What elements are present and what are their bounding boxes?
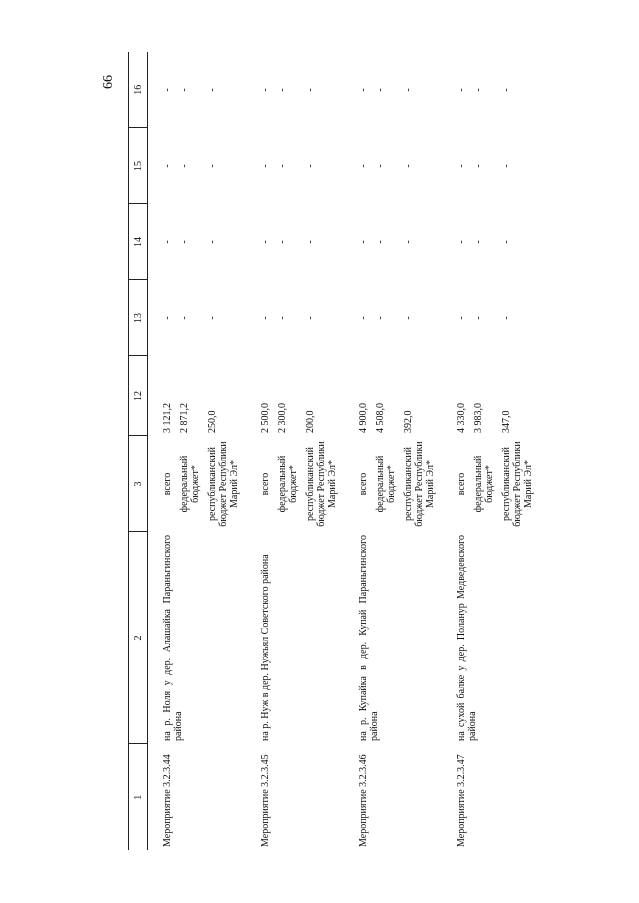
empty-value-col14: - xyxy=(358,240,369,244)
funding-value-col12: 2 500,0 xyxy=(260,403,271,433)
measure-description: на р. Купайка в дер. Купай Параньгинского района xyxy=(358,535,380,741)
funding-source: всего xyxy=(162,472,173,496)
funding-source: республиканский бюджет Республики Марий Эл* xyxy=(305,441,338,527)
col-header-15: 15 xyxy=(129,128,148,204)
funding-source: федеральный бюджет* xyxy=(473,455,495,513)
col-header-16: 16 xyxy=(129,52,148,128)
funding-value-col12: 2 871,2 xyxy=(179,403,190,433)
funding-value-col12: 200,0 xyxy=(305,410,316,433)
table-body xyxy=(148,52,541,850)
empty-value-col16: - xyxy=(277,88,288,92)
funding-source: федеральный бюджет* xyxy=(277,455,299,513)
empty-value-col15: - xyxy=(277,164,288,168)
empty-value-col14: - xyxy=(456,240,467,244)
empty-value-col14: - xyxy=(403,240,414,244)
funding-value-col12: 4 900,0 xyxy=(358,403,369,433)
empty-value-col15: - xyxy=(179,164,190,168)
empty-value-col16: - xyxy=(358,88,369,92)
funding-source: федеральный бюджет* xyxy=(179,455,201,513)
empty-value-col16: - xyxy=(305,88,316,92)
empty-value-col14: - xyxy=(260,240,271,244)
table-row xyxy=(442,52,467,850)
empty-value-col13: - xyxy=(473,316,484,320)
empty-value-col13: - xyxy=(179,316,190,320)
empty-value-col16: - xyxy=(260,88,271,92)
empty-value-col13: - xyxy=(403,316,414,320)
empty-value-col15: - xyxy=(162,164,173,168)
rotated-sheet xyxy=(128,52,556,850)
col-header-3: 3 xyxy=(129,436,148,532)
funding-value-col12: 3 983,0 xyxy=(473,403,484,433)
table-header-row xyxy=(129,52,148,850)
table-row xyxy=(246,52,271,850)
measure-description: на сухой балке у дер. Поланур Медведевского района xyxy=(456,535,478,741)
funding-value-col12: 347,0 xyxy=(501,410,512,433)
col-header-2: 2 xyxy=(129,532,148,744)
measure-id: Мероприятие 3.2.3.45 xyxy=(260,754,271,847)
empty-value-col13: - xyxy=(375,316,386,320)
rotated-table-wrapper xyxy=(128,52,556,850)
col-header-13: 13 xyxy=(129,280,148,356)
empty-value-col16: - xyxy=(375,88,386,92)
funding-value-col12: 2 300,0 xyxy=(277,403,288,433)
empty-value-col16: - xyxy=(179,88,190,92)
empty-value-col13: - xyxy=(207,316,218,320)
empty-value-col16: - xyxy=(403,88,414,92)
table-row xyxy=(148,52,174,850)
empty-value-col15: - xyxy=(501,164,512,168)
funding-source: всего xyxy=(358,472,369,496)
empty-value-col16: - xyxy=(456,88,467,92)
empty-value-col13: - xyxy=(305,316,316,320)
empty-value-col15: - xyxy=(375,164,386,168)
funding-source: всего xyxy=(260,472,271,496)
measure-id: Мероприятие 3.2.3.46 xyxy=(358,754,369,847)
empty-value-col13: - xyxy=(260,316,271,320)
empty-value-col13: - xyxy=(358,316,369,320)
empty-value-col14: - xyxy=(473,240,484,244)
empty-value-col15: - xyxy=(403,164,414,168)
empty-value-col13: - xyxy=(456,316,467,320)
empty-value-col14: - xyxy=(375,240,386,244)
empty-value-col15: - xyxy=(473,164,484,168)
empty-value-col13: - xyxy=(162,316,173,320)
funding-source: республиканский бюджет Республики Марий Эл* xyxy=(501,441,534,527)
empty-value-col15: - xyxy=(305,164,316,168)
funding-source: республиканский бюджет Республики Марий Эл* xyxy=(403,441,436,527)
empty-value-col15: - xyxy=(260,164,271,168)
funding-value-col12: 4 508,0 xyxy=(375,403,386,433)
funding-value-col12: 250,0 xyxy=(207,410,218,433)
empty-value-col14: - xyxy=(162,240,173,244)
measure-description: на р. Нуж в дер. Нужъял Советского района xyxy=(260,554,271,741)
page-number: 66 xyxy=(101,75,116,89)
funding-source: федеральный бюджет* xyxy=(375,455,397,513)
empty-value-col14: - xyxy=(179,240,190,244)
empty-value-col15: - xyxy=(207,164,218,168)
col-header-1: 1 xyxy=(129,744,148,850)
measures-table xyxy=(128,52,540,850)
empty-value-col14: - xyxy=(277,240,288,244)
funding-value-col12: 3 121,2 xyxy=(162,403,173,433)
empty-value-col16: - xyxy=(501,88,512,92)
empty-value-col15: - xyxy=(456,164,467,168)
empty-value-col13: - xyxy=(277,316,288,320)
empty-value-col14: - xyxy=(207,240,218,244)
col-header-12: 12 xyxy=(129,356,148,436)
measure-description: на р. Ноля у дер. Алашайка Параньгинского района xyxy=(162,535,184,741)
empty-value-col14: - xyxy=(501,240,512,244)
empty-value-col16: - xyxy=(473,88,484,92)
empty-value-col16: - xyxy=(162,88,173,92)
table-row xyxy=(344,52,369,850)
funding-value-col12: 4 330,0 xyxy=(456,403,467,433)
funding-source: всего xyxy=(456,472,467,496)
measure-id: Мероприятие 3.2.3.44 xyxy=(162,754,173,847)
empty-value-col15: - xyxy=(358,164,369,168)
empty-value-col16: - xyxy=(207,88,218,92)
empty-value-col14: - xyxy=(305,240,316,244)
empty-value-col13: - xyxy=(501,316,512,320)
measure-id: Мероприятие 3.2.3.47 xyxy=(456,754,467,847)
funding-value-col12: 392,0 xyxy=(403,410,414,433)
col-header-14: 14 xyxy=(129,204,148,280)
funding-source: республиканский бюджет Республики Марий Эл* xyxy=(207,441,240,527)
